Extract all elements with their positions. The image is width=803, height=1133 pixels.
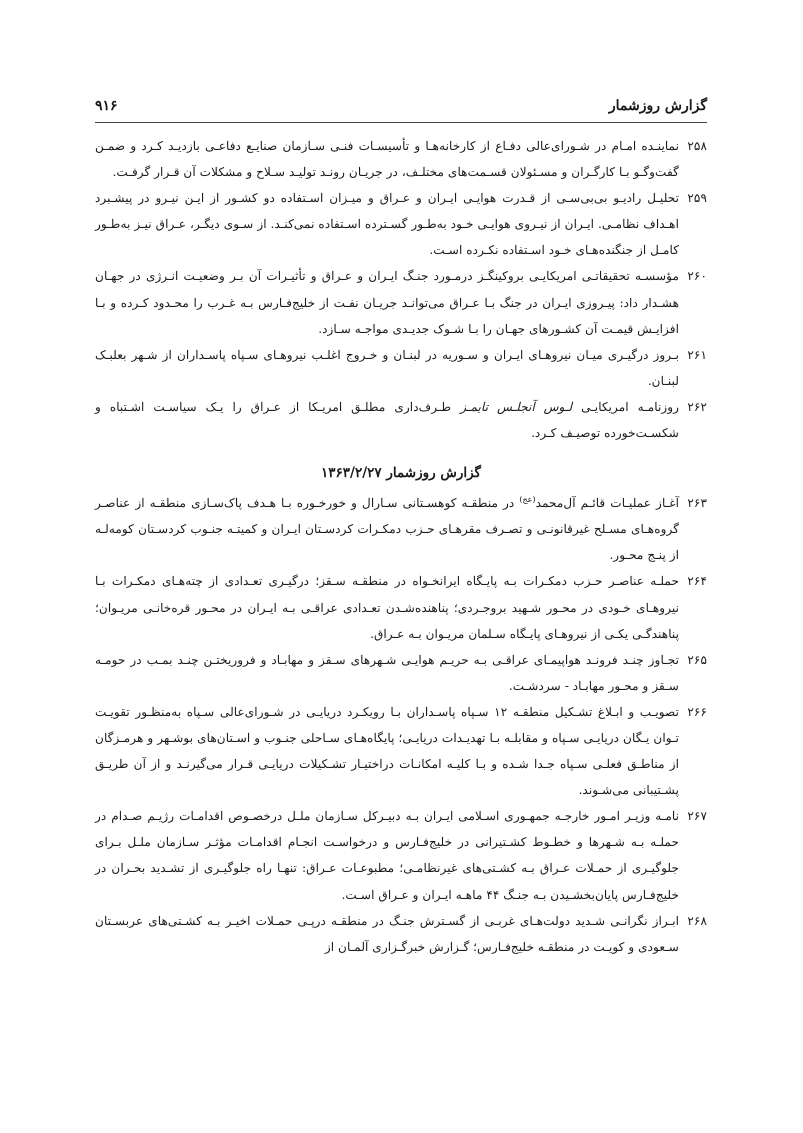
entry-number: ۲۶۶ bbox=[687, 704, 707, 719]
entry-text: نماینـده امـام در شـورای‌عالی دفـاع از کارخانه‌هـا و تأسیسـات فنـی سـازمان صنایـع دفاعـی بازدیـد کـرد و ضمـن گفت‌وگـو بـا کارگـران و مسـئولان قسـمت‌های مختلـف، در جریـان رونـد تولیـد سـلاح و مشکلات آن قـرار گرفـت. bbox=[95, 139, 679, 180]
entry-number: ۲۶۱ bbox=[687, 347, 707, 362]
entry-number: ۲۶۷ bbox=[687, 809, 707, 824]
entry-259 bbox=[95, 185, 707, 263]
entry-text-suffix: در منطقـه کوهسـتانی سـارال و خورخـوره بـا هـدف پاک‌سـازی منطقـه از عناصـر گروه‌هـای مسـلح غیرقانونـی و تصـرف مقرهـای حـزب دمکـرات کردسـتان ایـران و کمیتـه جنـوب کردسـتان کومه‌لـه از پنـج محـور. bbox=[95, 496, 679, 563]
entry-number: ۲۶۴ bbox=[687, 574, 707, 589]
entry-text-prefix: آغـاز عملیـات قائـم آل‌محمد bbox=[535, 496, 679, 511]
entry-text bbox=[95, 394, 679, 446]
entry-text: حملـه عناصـر حـزب دمکـرات بـه پایـگاه ایرانخـواه در منطقـه سـقز؛ درگیـری تعـدادی از چته‌هـای دمکـرات بـا نیروهـای خـودی در محـور شـهید بروجـردی؛ پناهنده‌شـدن تعـدادی عراقـی بـه ایـران در محـور قره‌خانـی مریـوان؛ پناهندگـی یکـی از نیروهـای پایـگاه سـلمان مریـوان بـه عـراق. bbox=[95, 574, 679, 641]
running-header bbox=[95, 88, 707, 123]
entry-text: تصویـب و ابـلاغ تشـکیل منطقـه ۱۲ سـپاه پاسـداران بـا رویکـرد دریایـی در شـورای‌عالی سـپاه به‌منظـور تقویـت تـوان یـگان دریایـی سـپاه و مقابلـه بـا تهدیـدات دریایـی؛ پایگاه‌هـای سـاحلی جنـوب و اسـتان‌های بوشـهر و هرمـزگان از مناطـق فعلـی سـپاه جـدا شـده و بـا کلیـه امکانـات دراختیـار تشـکیلات دریایـی قـرار می‌گیرنـد و از آن طریـق پشـتیبانی می‌شـوند. bbox=[95, 704, 679, 798]
entry-number: ۲۶۸ bbox=[687, 913, 707, 928]
section-title: گزارش روزشمار ۱۳۶۳/۲/۲۷ bbox=[321, 465, 481, 482]
entry-text: بـروز درگیـری میـان نیروهـای ایـران و سـوریه در لبنـان و خـروج اغلـب نیروهـای سـپاه پاسـداران از شـهر بعلبـک لبنـان. bbox=[95, 347, 679, 388]
entry-267 bbox=[95, 803, 707, 907]
entry-263 bbox=[95, 490, 707, 568]
entry-text: تجـاوز چنـد فرونـد هواپیمـای عراقـی بـه حریـم هوایـی شـهرهای سـقز و مهابـاد و فروریختـن چنـد بمـب در حومـه سـقز و محـور مهابـاد - سردشـت. bbox=[95, 652, 679, 693]
running-title: گزارش روزشمار bbox=[608, 98, 707, 114]
entries-before bbox=[95, 133, 707, 446]
entry-266 bbox=[95, 699, 707, 803]
entry-number: ۲۵۸ bbox=[687, 139, 707, 153]
entry-number: ۲۶۳ bbox=[687, 496, 707, 511]
entry-265 bbox=[95, 647, 707, 699]
entry-260 bbox=[95, 263, 707, 341]
entry-text: ابـراز نگرانـی شـدید دولت‌هـای غربـی از گسـترش جنـگ در منطقـه درپـی حمـلات اخیـر بـه کشـتی‌های عربسـتان سـعودی و کویـت در منطقـه خلیج‌فـارس؛ گـزارش خبرگـزاری آلمـان از bbox=[95, 913, 679, 954]
entry-number: ۲۵۹ bbox=[687, 191, 707, 206]
entry-text bbox=[95, 490, 679, 568]
entry-text-suffix: طـرف‌داری مطلـق امریـکا از عـراق را یـک سیاسـت اشـتباه و شکسـت‌خورده توصیـف کـرد. bbox=[95, 399, 679, 441]
entry-262 bbox=[95, 394, 707, 446]
newspaper-name: لـوس آنجلـس تایمـز bbox=[460, 399, 573, 414]
entry-258 bbox=[95, 133, 707, 185]
entry-268 bbox=[95, 908, 707, 960]
entry-number: ۲۶۲ bbox=[687, 399, 707, 414]
page-number: ۹۱۶ bbox=[95, 98, 118, 114]
entry-264 bbox=[95, 568, 707, 646]
entry-number: ۲۶۵ bbox=[687, 652, 707, 667]
entry-text: تحلیـل رادیـو بی‌بی‌سـی از قـدرت هوایـی ایـران و عـراق و میـزان اسـتفاده دو کشـور از ایـن نیـرو در پیشـبرد اهـداف نظامـی. ایـران از نیـروی هوایـی خـود به‌طـور گسـترده اسـتفاده نمی‌کنـد. از سـوی دیگـر، عـراق نیـز به‌طـور کامـل از جنگنده‌هـای خـود اسـتفاده نکـرده اسـت. bbox=[95, 191, 679, 258]
document-page bbox=[95, 88, 707, 960]
entry-text: مؤسسـه تحقیقاتـی امریکایـی بروکینگـز درمـورد جنـگ ایـران و عـراق و تأثیـرات آن بـر وضعیـت انـرژی در جهـان هشـدار داد: پیـروزی ایـران در جنگ بـا عـراق می‌توانـد جریـان نفـت از خلیج‌فـارس بـه غـرب را محـدود کـرده و بـا افزایـش قیمـت آن کشـورهای جهـان را بـا شـوک جدیـدی مواجـه سـازد. bbox=[95, 269, 679, 336]
entry-number: ۲۶۰ bbox=[687, 269, 707, 284]
entry-text: نامـه وزیـر امـور خارجـه جمهـوری اسـلامی ایـران بـه دبیـرکل سـازمان ملـل درخصـوص اقدامـات رژیـم صـدام در حملـه بـه شـهرها و خطـوط کشـتیرانی در خلیج‌فـارس و درخواسـت انجـام اقدامـات مؤثـر سـازمان ملـل بـرای جلوگیـری از حمـلات عـراق بـه کشـتی‌های غیرنظامـی؛ مطبوعـات عـراق: تنهـا راه جلوگیـری از تشـدید بحـران در خلیج‌فـارس پایان‌بخشـیدن بـه جنـگ ۴۴ ماهـه ایـران و عـراق اسـت. bbox=[95, 809, 679, 902]
entry-text-prefix: روزنامـه امریکایـی bbox=[581, 399, 679, 414]
entry-261 bbox=[95, 342, 707, 394]
honorific-superscript: (عج) bbox=[519, 495, 536, 505]
entries-after bbox=[95, 490, 707, 960]
